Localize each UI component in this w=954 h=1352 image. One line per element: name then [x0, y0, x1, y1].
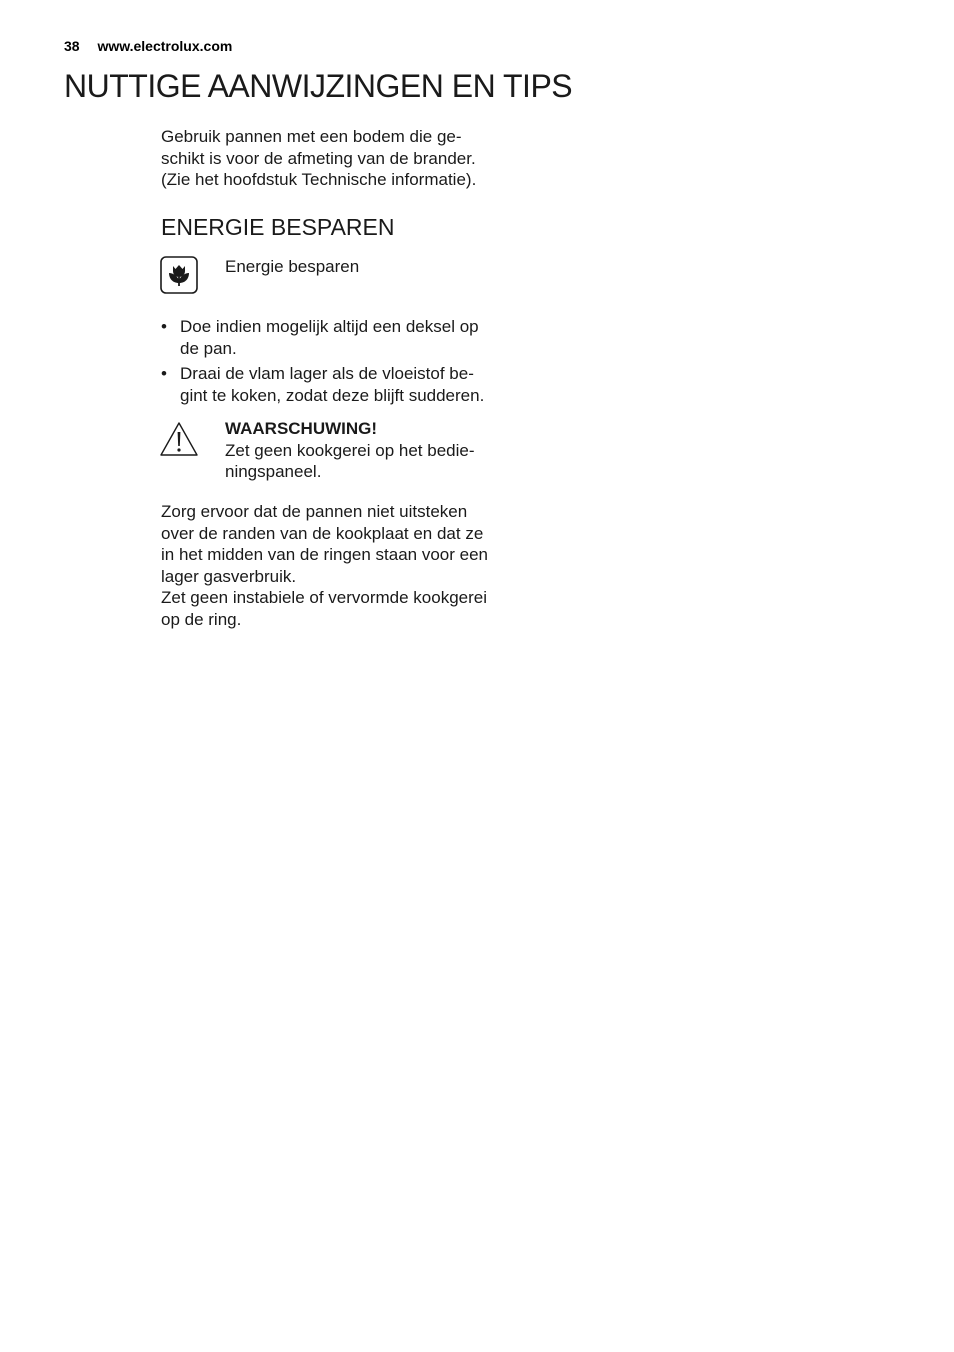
list-item — [161, 316, 521, 359]
outro-line: lager gasverbruik. — [161, 566, 297, 586]
list-item-line: Draai de vlam lager als de vloeistof be- — [180, 364, 474, 383]
intro-paragraph — [161, 126, 521, 191]
intro-line: schikt is voor de afmeting van de brander. — [161, 148, 476, 168]
warning-line: ningspaneel. — [225, 462, 322, 481]
page-title: NUTTIGE AANWIJZINGEN EN TIPS — [64, 68, 573, 104]
intro-line: (Zie het hoofdstuk Technische informatie). — [161, 170, 477, 189]
page-header — [64, 38, 232, 54]
list-item-line: Doe indien mogelijk altijd een deksel op — [180, 317, 479, 336]
page-number: 38 — [64, 38, 80, 54]
warning-title: WAARSCHUWING! — [225, 419, 378, 438]
outro-line: in het midden van de ringen staan voor een — [161, 545, 489, 564]
outro-line: Zorg ervoor dat de pannen niet uitsteken — [161, 502, 468, 521]
outro-line: op de ring. — [161, 609, 242, 629]
warning-line: Zet geen kookgerei op het bedie- — [225, 440, 475, 460]
warning-triangle-icon — [159, 421, 199, 457]
section-heading-energy: ENERGIE BESPAREN — [161, 214, 395, 240]
outro-line: Zet geen instabiele of vervormde kookgerei — [161, 588, 488, 607]
energy-icon-label: Energie besparen — [225, 257, 360, 276]
outro-line: over de randen van de kookplaat en dat ze — [161, 523, 484, 543]
energy-saving-icon — [160, 256, 196, 292]
list-item — [161, 363, 521, 406]
bullet-icon: • — [161, 364, 167, 383]
warning-block — [225, 418, 525, 483]
list-item-line: gint te koken, zodat deze blijft sudderen. — [180, 385, 485, 405]
intro-line: Gebruik pannen met een bodem die ge- — [161, 127, 462, 146]
list-item-line: de pan. — [180, 338, 237, 358]
website-url: www.electrolux.com — [97, 38, 233, 54]
energy-tips-list — [161, 316, 521, 410]
outro-paragraph — [161, 501, 521, 630]
bullet-icon: • — [161, 317, 167, 336]
